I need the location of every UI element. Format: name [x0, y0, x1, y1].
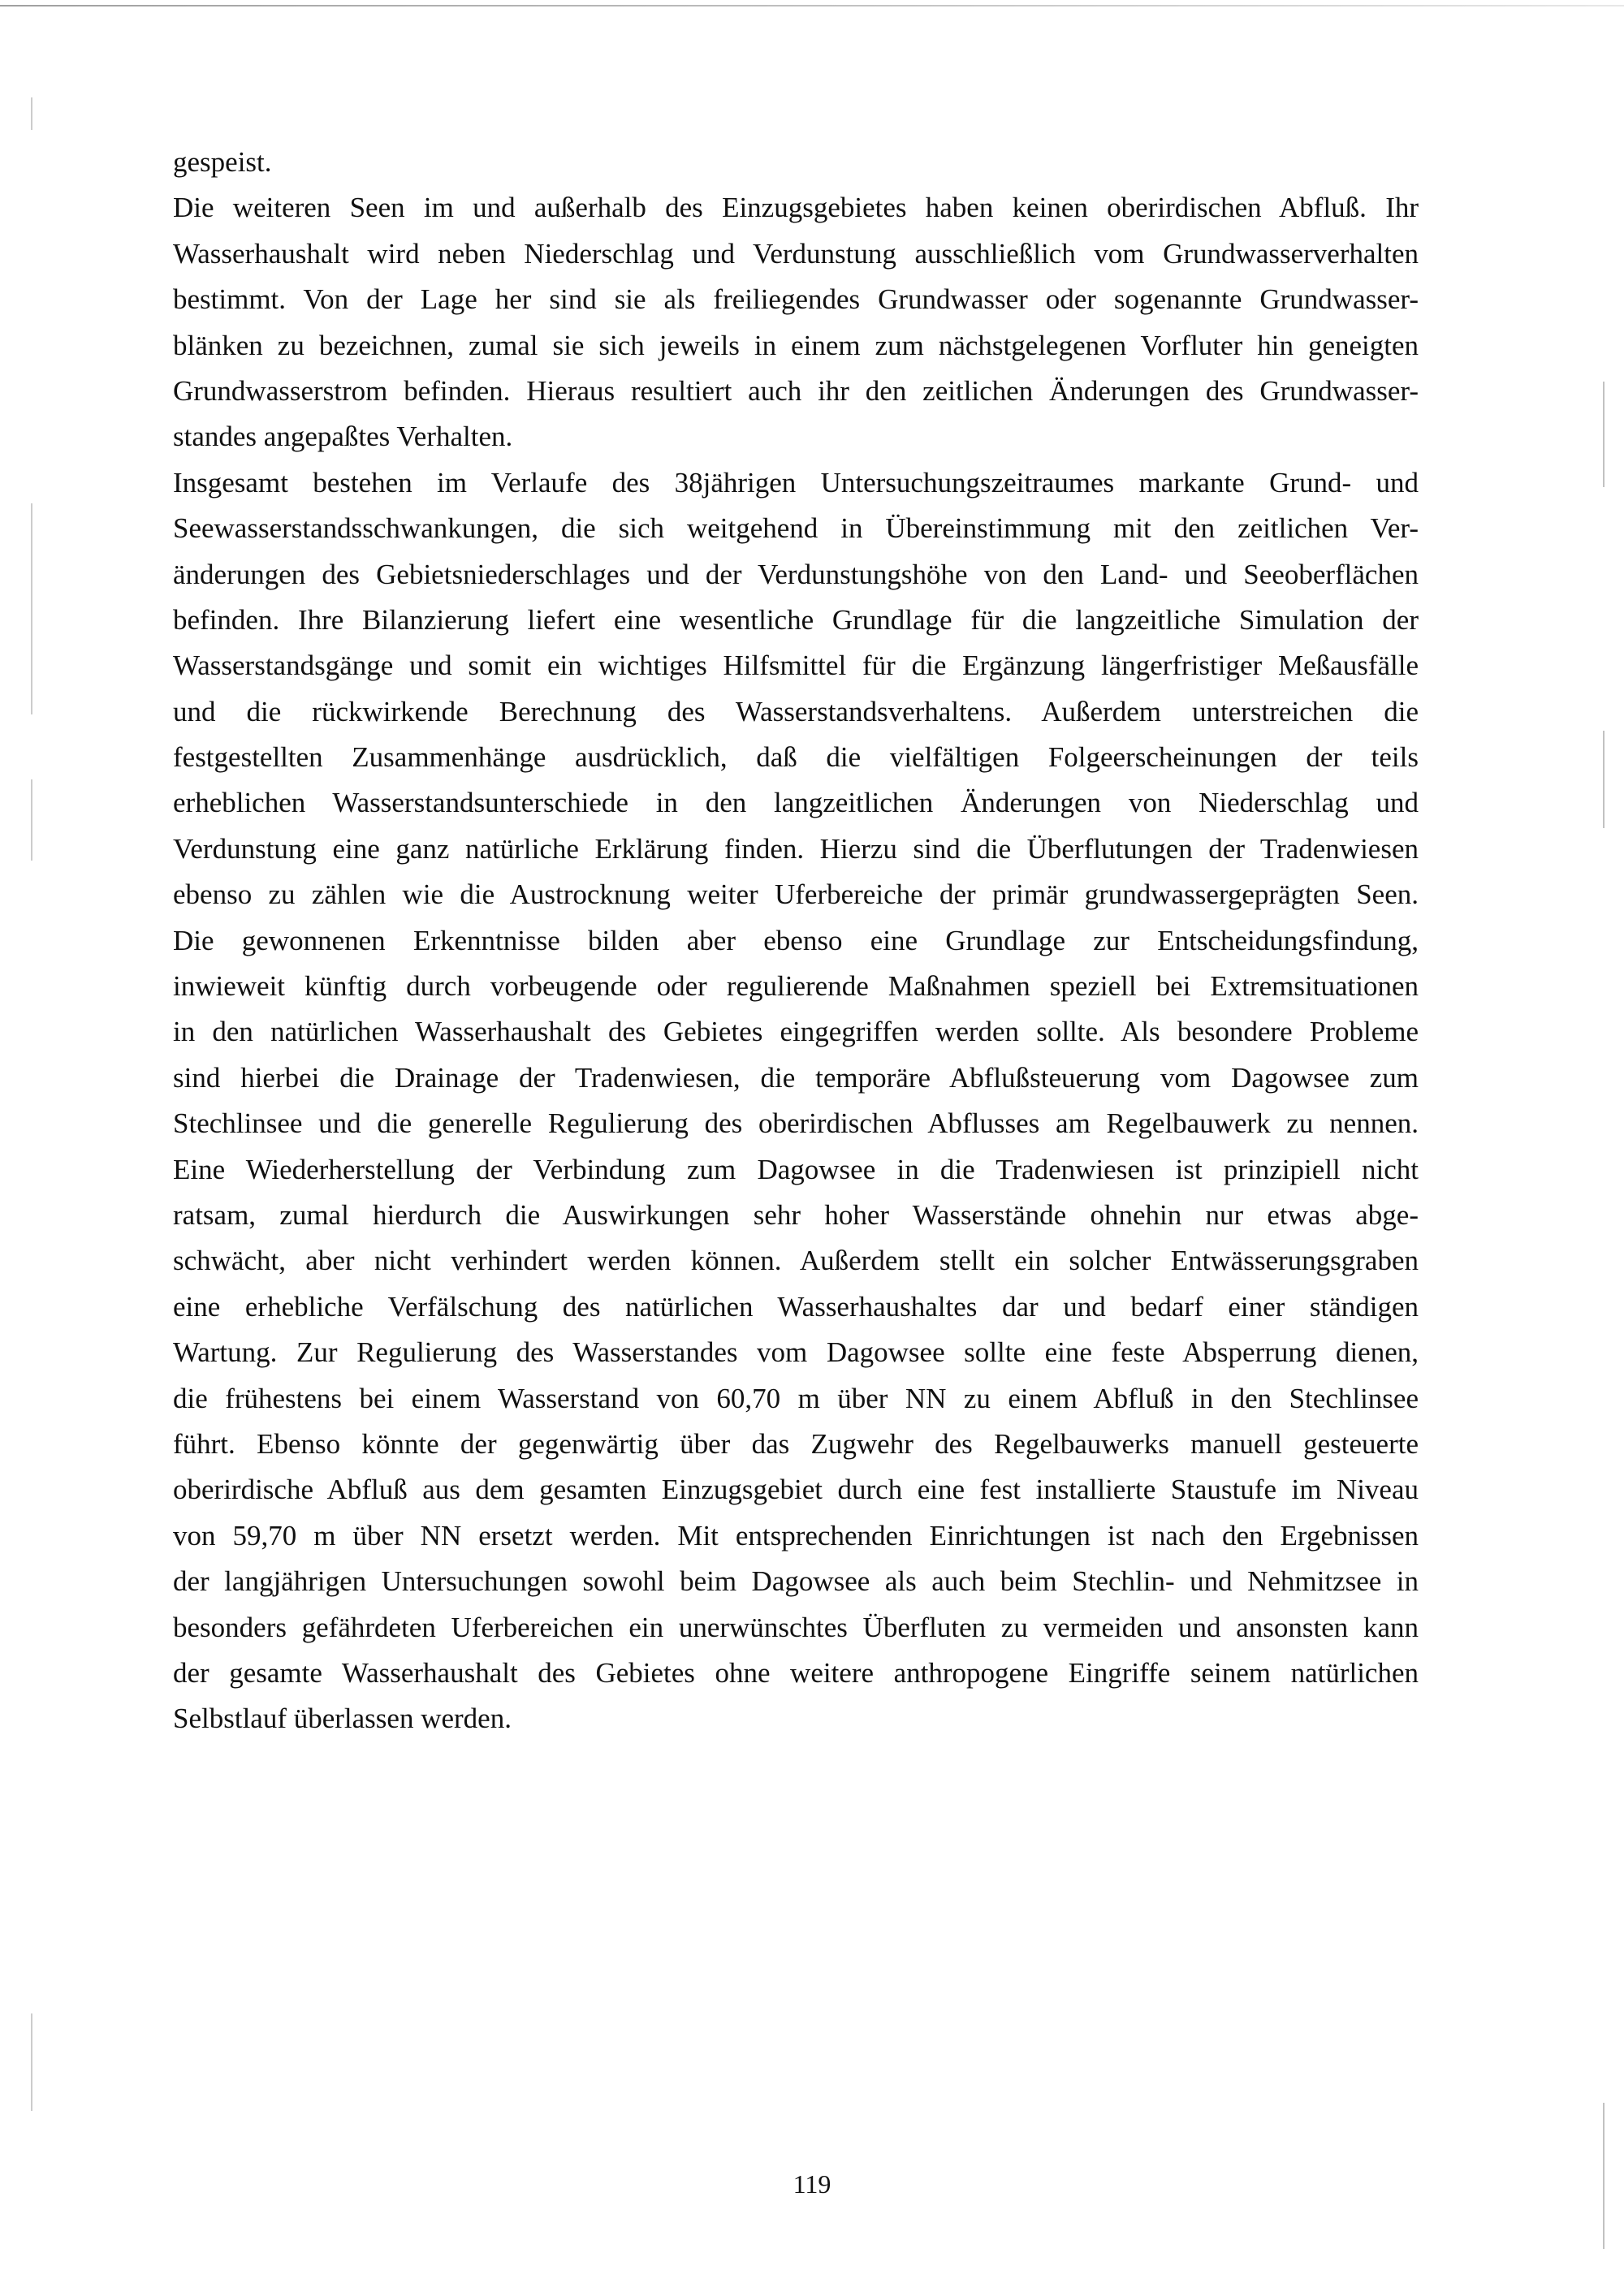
body-text	[173, 140, 1419, 1742]
text-line: sind hierbei die Drainage der Tradenwiesen, die temporäre Abflußsteuerung vom Dagowsee zum	[173, 1061, 1419, 1094]
text-line: Wartung. Zur Regulierung des Wasserstandes vom Dagowsee sollte eine feste Absperrung dienen,	[173, 1336, 1419, 1369]
text-line: änderungen des Gebietsniederschlages und der Verdunstungshöhe von den Land- und Seeoberflächen	[173, 558, 1419, 590]
text-line: Seewasserstandsschwankungen, die sich weitgehend in Übereinstimmung mit den zeitlichen Ver-	[173, 512, 1419, 545]
scan-edge-left-mark	[31, 2013, 32, 2111]
text-line: Stechlinsee und die generelle Regulierung des oberirdischen Abflusses am Regelbauwerk zu nennen.	[173, 1107, 1419, 1140]
text-line: oberirdische Abfluß aus dem gesamten Einzugsgebiet durch eine fest installierte Staustufe im Niveau	[173, 1474, 1419, 1506]
text-line: Grundwasserstrom befinden. Hieraus resultiert auch ihr den zeitlichen Änderungen des Grundwasser-	[173, 374, 1419, 407]
text-line: erheblichen Wasserstandsunterschiede in den langzeitlichen Änderungen von Niederschlag und	[173, 787, 1419, 819]
text-line: Selbstlauf überlassen werden.	[173, 1703, 512, 1735]
text-line: und die rückwirkende Berechnung des Wasserstandsverhaltens. Außerdem unterstreichen die	[173, 695, 1419, 727]
text-line: besonders gefährdeten Uferbereichen ein unerwünschtes Überfluten zu vermeiden und ansonsten kann	[173, 1611, 1419, 1643]
scan-edge-top	[0, 5, 1624, 6]
text-line: festgestellten Zusammenhänge ausdrücklich, daß die vielfältigen Folgeerscheinungen der teils	[173, 741, 1419, 774]
text-line: bestimmt. Von der Lage her sind sie als freiliegendes Grundwasser oder sogenannte Grundwasser-	[173, 283, 1419, 316]
text-line: Die weiteren Seen im und außerhalb des Einzugsgebietes haben keinen oberirdischen Abfluß. Ihr	[173, 192, 1419, 224]
scan-edge-left-mark	[31, 503, 32, 714]
text-line: inwieweit künftig durch vorbeugende oder regulierende Maßnahmen speziell bei Extremsituationen	[173, 970, 1419, 1003]
scan-edge-right-mark	[1603, 382, 1605, 487]
text-line: blänken zu bezeichnen, zumal sie sich jeweils in einem zum nächstgelegenen Vorfluter hin geneigten	[173, 329, 1419, 361]
text-line: in den natürlichen Wasserhaushalt des Gebietes eingegriffen werden sollte. Als besondere Probleme	[173, 1016, 1419, 1048]
text-line: Wasserstandsgänge und somit ein wichtiges Hilfsmittel für die Ergänzung längerfristiger Meßausfälle	[173, 650, 1419, 682]
text-line: ebenso zu zählen wie die Austrocknung weiter Uferbereiche der primär grundwassergeprägten Seen.	[173, 878, 1419, 911]
scan-edge-right-mark	[1603, 731, 1605, 828]
text-line: eine erhebliche Verfälschung des natürlichen Wasserhaushaltes dar und bedarf einer ständigen	[173, 1290, 1419, 1323]
text-line: gespeist.	[173, 146, 272, 178]
text-line: standes angepaßtes Verhalten.	[173, 421, 513, 453]
scan-edge-left-mark	[31, 779, 32, 861]
text-line: führt. Ebenso könnte der gegenwärtig über das Zugwehr des Regelbauwerks manuell gesteuerte	[173, 1427, 1419, 1460]
text-line: ratsam, zumal hierdurch die Auswirkungen sehr hoher Wasserstände ohnehin nur etwas abge-	[173, 1198, 1419, 1231]
text-line: der gesamte Wasserhaushalt des Gebietes ohne weitere anthropogene Eingriffe seinem natürlichen	[173, 1656, 1419, 1689]
scan-edge-left-mark	[31, 97, 32, 130]
text-line: befinden. Ihre Bilanzierung liefert eine wesentliche Grundlage für die langzeitliche Simulation der	[173, 603, 1419, 636]
text-line: Verdunstung eine ganz natürliche Erklärung finden. Hierzu sind die Überflutungen der Tradenwiesen	[173, 832, 1419, 865]
text-line: Eine Wiederherstellung der Verbindung zum Dagowsee in die Tradenwiesen ist prinzipiell nicht	[173, 1153, 1419, 1185]
page-number: 119	[793, 2169, 831, 2199]
text-line: von 59,70 m über NN ersetzt werden. Mit entsprechenden Einrichtungen ist nach den Ergebnissen	[173, 1519, 1419, 1552]
text-line: die frühestens bei einem Wasserstand von 60,70 m über NN zu einem Abfluß in den Stechlinsee	[173, 1382, 1419, 1414]
text-line: Wasserhaushalt wird neben Niederschlag und Verdunstung ausschließlich vom Grundwasserverhalten	[173, 237, 1419, 270]
text-line: Insgesamt bestehen im Verlaufe des 38jährigen Untersuchungszeitraumes markante Grund- und	[173, 466, 1419, 498]
text-line: der langjährigen Untersuchungen sowohl beim Dagowsee als auch beim Stechlin- und Nehmitzsee in	[173, 1565, 1419, 1598]
text-line: schwächt, aber nicht verhindert werden können. Außerdem stellt ein solcher Entwässerungsgraben	[173, 1245, 1419, 1277]
text-line: Die gewonnenen Erkenntnisse bilden aber ebenso eine Grundlage zur Entscheidungsfindung,	[173, 924, 1419, 956]
